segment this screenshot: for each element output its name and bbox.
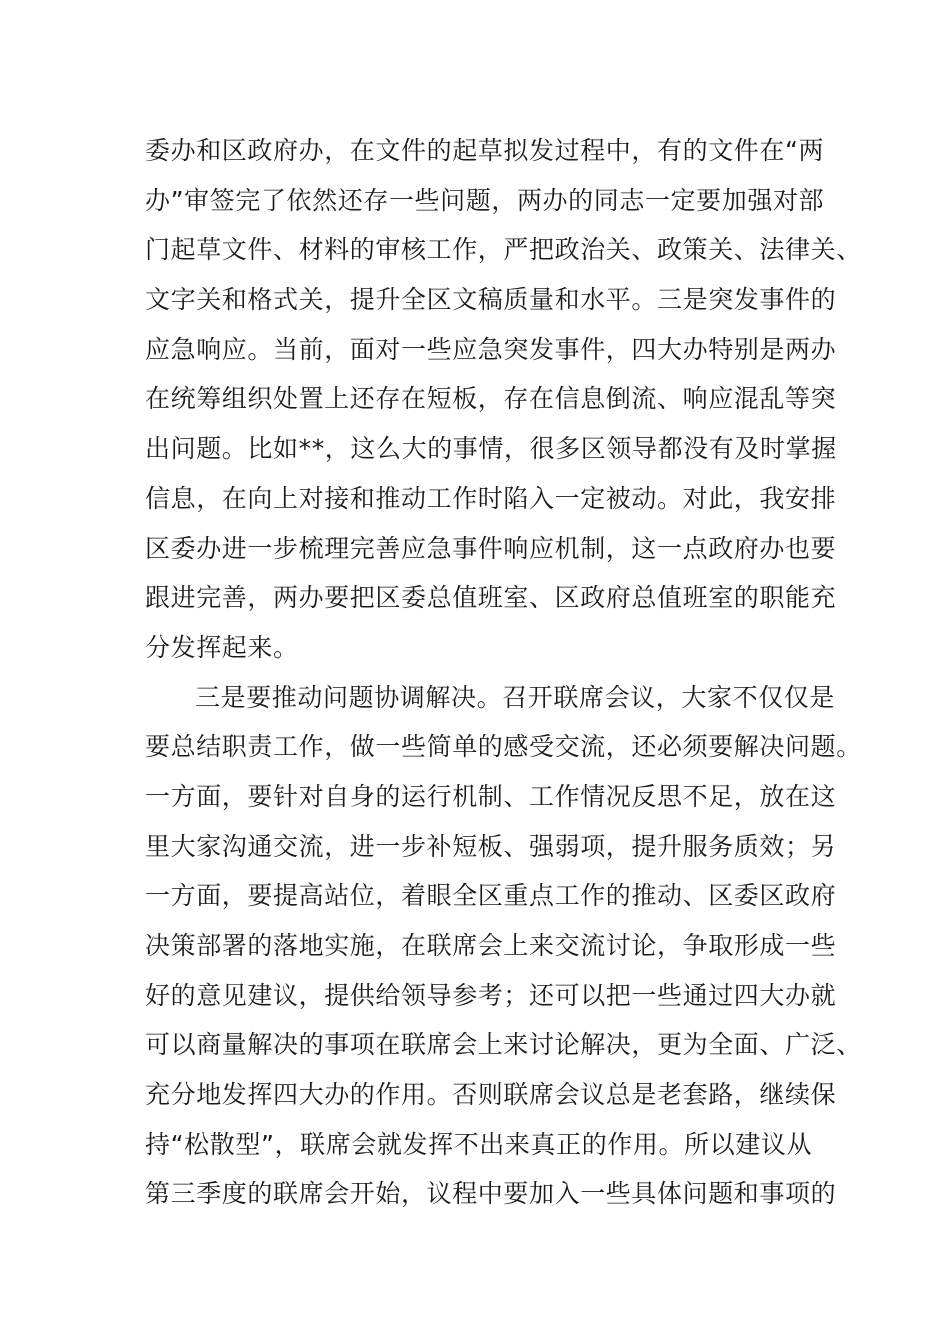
text-line: 文字关和格式关，提升全区文稿质量和水平。三是突发事件的 <box>145 285 837 315</box>
text-line: 第三季度的联席会开始，议程中要加入一些具体问题和事项的 <box>145 1179 837 1209</box>
text-line: 一方面，要提高站位，着眼全区重点工作的推动、区委区政府 <box>145 881 837 911</box>
text-line: 应急响应。当前，面对一些应急突发事件，四大办特别是两办 <box>145 334 837 364</box>
text-line: 要总结职责工作，做一些简单的感受交流，还必须要解决问题。 <box>145 732 862 762</box>
text-line: 门起草文件、材料的审核工作，严把政治关、政策关、法律关、 <box>145 235 862 265</box>
text-line: 持“松散型”，联席会就发挥不出来真正的作用。所以建议从 <box>145 1129 813 1159</box>
text-line: 办”审签完了依然还存一些问题，两办的同志一定要加强对部 <box>145 185 825 215</box>
text-line: 里大家沟通交流，进一步补短板、强弱项，提升服务质效；另 <box>145 831 837 861</box>
text-line: 决策部署的落地实施，在联席会上来交流讨论，争取形成一些 <box>145 931 837 960</box>
text-line: 区委办进一步梳理完善应急事件响应机制，这一点政府办也要 <box>145 533 837 563</box>
text-line: 可以商量解决的事项在联席会上来讨论解决，更为全面、广泛、 <box>145 1030 862 1060</box>
text-line: 在统筹组织处置上还存在短板，存在信息倒流、响应混乱等突 <box>145 384 837 414</box>
paragraph-start-line: 三是要推动问题协调解决。召开联席会议，大家不仅仅是 <box>195 682 836 712</box>
text-line: 分发挥起来。 <box>145 632 299 662</box>
text-line: 一方面，要针对自身的运行机制、工作情况反思不足，放在这 <box>145 781 837 811</box>
text-line: 跟进完善，两办要把区委总值班室、区政府总值班室的职能充 <box>145 583 837 613</box>
text-line: 充分地发挥四大办的作用。否则联席会议总是老套路，继续保 <box>145 1080 837 1110</box>
text-line: 出问题。比如**，这么大的事情，很多区领导都没有及时掌握 <box>145 434 837 464</box>
text-line: 信息，在向上对接和推动工作时陷入一定被动。对此，我安排 <box>145 483 837 513</box>
text-line: 委办和区政府办，在文件的起草拟发过程中，有的文件在“两 <box>145 136 825 165</box>
text-line: 好的意见建议，提供给领导参考；还可以把一些通过四大办就 <box>145 980 837 1010</box>
body-text <box>145 126 862 1219</box>
